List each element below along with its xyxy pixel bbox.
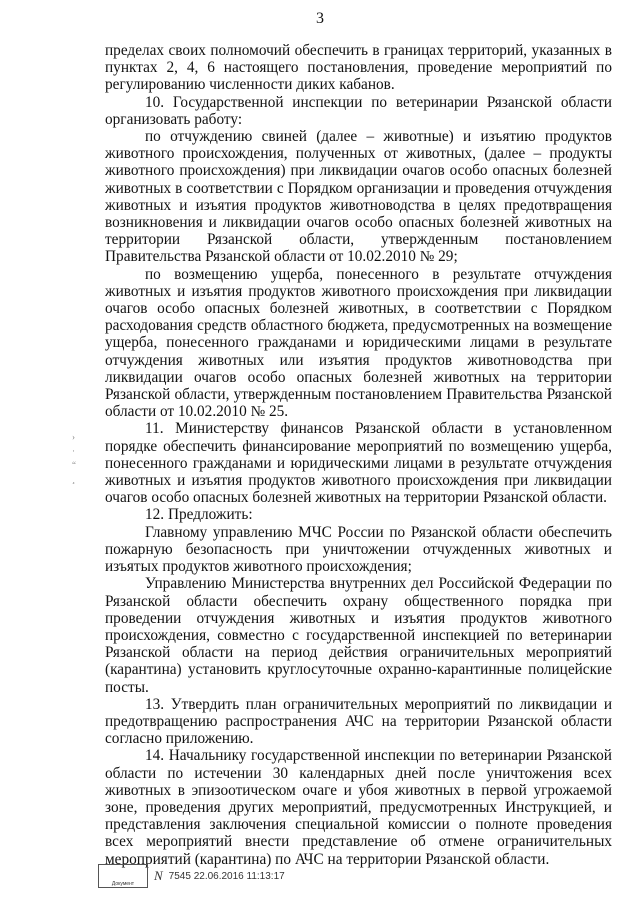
page-number: 3 xyxy=(316,10,324,27)
margin-marks: › · “ ¸ xyxy=(72,432,76,484)
document-footer xyxy=(98,864,285,888)
sign-mark: N xyxy=(154,868,163,883)
registry-stamp xyxy=(98,864,148,888)
paragraph-10-item-2: по возмещению ущерба, понесенного в результате отчуждения животных и изъятия продуктов животного происхождения при ликвидации очагов особо опасных болезней животных, в соответствии с Порядком расходования средств областного бюджета, предусмотренных на возмещение ущерба, понесенного гражданами и юридическими лицами в результате отчуждения животных или изъятия продуктов животноводства при ликвидации очагов особо опасных болезней животных на территории Рязанской области, утвержденным постановлением Правительства Рязанской области от 10.02.2010 № 25. xyxy=(105,265,612,421)
paragraph-13: 13. Утвердить план ограничительных мероприятий по ликвидации и предотвращению распространения АЧС на территории Рязанской области согласно приложению. xyxy=(105,695,612,748)
paragraph-12: 12. Предложить: xyxy=(145,506,253,524)
stamp-text: Документ xyxy=(111,881,135,887)
document-info: 7545 22.06.2016 11:13:17 xyxy=(168,870,285,882)
paragraph-11: 11. Министерству финансов Рязанской области в установленном порядке обеспечить финансирование мероприятий по возмещению ущерба, понесенного гражданами и юридическими лицами в результате отчуждения животных и изъятия продуктов животного происхождения при ликвидации очагов особо опасных болезней животных на территории Рязанской области. xyxy=(105,420,612,507)
paragraph-12-item-1: Главному управлению МЧС России по Рязанской области обеспечить пожарную безопасность при уничтожении отчужденных животных и изъятых продуктов животного происхождения; xyxy=(105,523,612,576)
paragraph-10: 10. Государственной инспекции по ветеринарии Рязанской области организовать работу: xyxy=(105,93,612,128)
paragraph-0: пределах своих полномочий обеспечить в границах территорий, указанных в пунктах 2, 4, 6 настоящего постановления, проведение мероприятий по регулированию численности диких кабанов. xyxy=(105,42,612,94)
document-body xyxy=(105,42,612,868)
paragraph-14: 14. Начальнику государственной инспекции по ветеринарии Рязанской области по истечении 30 календарных дней после уничтожения всех животных в эпизоотическом очаге и убоя животных в первой угрожаемой зоне, проведения других мероприятий, предусмотренных Инструкцией, и представления заключения специальной комиссии о полноте проведения всех мероприятий внести представление об отмене ограничительных мероприятий (карантина) по АЧС на территории Рязанской области. xyxy=(105,747,612,868)
paragraph-12-item-2: Управлению Министерства внутренних дел Российской Федерации по Рязанской области обеспечить охрану общественного порядка при проведении отчуждения животных и изъятия продуктов животного происхождения, совместно с государственной инспекцией по ветеринарии Рязанской области на период действия ограничительных мероприятий (карантина) установить круглосуточные охранно-карантинные полицейские посты. xyxy=(105,575,612,696)
paragraph-10-item-1: по отчуждению свиней (далее – животные) и изъятию продуктов животного происхождения, полученных от животных, (далее – продукты животного происхождения) при ликвидации очагов особо опасных болезней животных в соответствии с Порядком организации и проведения отчуждения животных и изъятия продуктов животноводства в целях предотвращения возникновения и ликвидации очагов особо опасных болезней животных на территории Рязанской области, утвержденным постановлением Правительства Рязанской области от 10.02.2010 № 29; xyxy=(105,128,612,266)
